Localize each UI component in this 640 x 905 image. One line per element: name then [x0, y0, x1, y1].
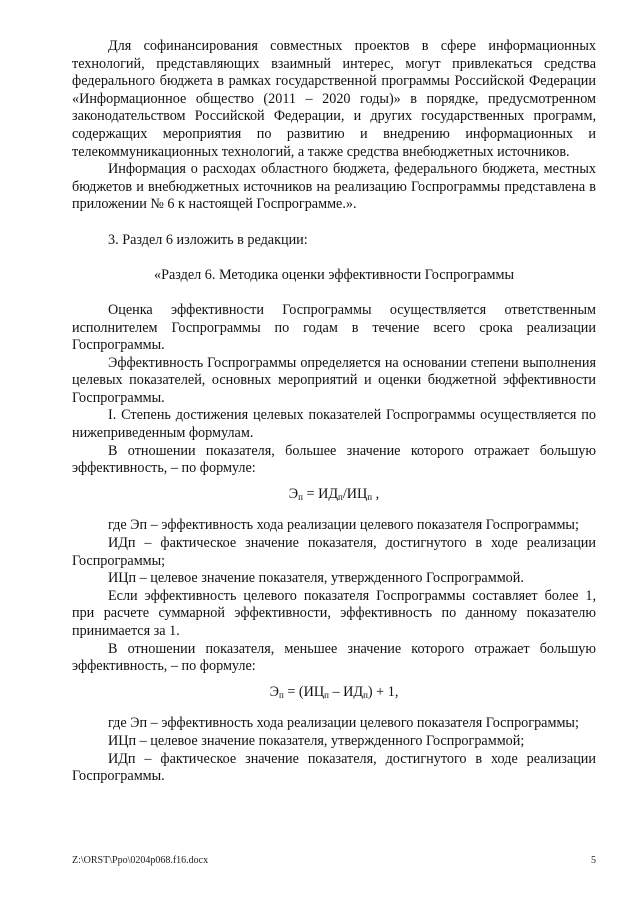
page-footer — [72, 855, 596, 866]
paragraph-where-2: где Эп – эффективность хода реализации целевого показателя Госпрограммы; — [108, 715, 579, 732]
page-number: 5 — [591, 855, 596, 866]
paragraph-degree: I. Степень достижения целевых показателей Госпрограммы осуществляется по нижеприведенным формулам. — [72, 407, 596, 442]
section-heading: «Раздел 6. Методика оценки эффективности Госпрограммы — [154, 266, 514, 283]
paragraph-expenses-info: Информация о расходах областного бюджета, федерального бюджета, местных бюджетов и внебюджетных источников на реализацию Госпрограммы представлена в приложении № 6 к настоящей Госпрограмме.». — [72, 161, 596, 213]
paragraph-effectiveness: Эффективность Госпрограммы определяется на основании степени выполнения целевых показателей, основных мероприятий и оценки бюджетной эффективности Госпрограммы. — [72, 354, 596, 406]
paragraph-larger-better: В отношении показателя, большее значение которого отражает большую эффективность, – по формуле: — [72, 442, 596, 477]
paragraph-cofinancing: Для софинансирования совместных проектов в сфере информационных технологий, представляющих взаимный интерес, могут привлекаться средства федерального бюджета в рамках государственной программы Российской Федерации «Информационное общество (2011 – 2020 годы)» в порядке, предусмотренном законодательством Российской Федерации, и других государственных программ, содержащих мероприятия по развитию и внедрению информационных и телекоммуникационных технологий, а также средства внебюджетных источников. — [72, 38, 596, 160]
paragraph-evaluation: Оценка эффективности Госпрограммы осуществляется ответственным исполнителем Госпрограммы по годам в течение всего срока реализации Госпрограммы. — [72, 301, 596, 354]
paragraph-ic-1: ИЦп – целевое значение показателя, утвержденного Госпрограммой. — [108, 570, 524, 587]
paragraph-more-than-one: Если эффективность целевого показателя Госпрограммы составляет более 1, при расчете суммарной эффективности, эффективность по данному показателю принимается за 1. — [72, 587, 596, 639]
formula-1: $Э_п = ИД_п/ИЦ_п$ , — [288, 485, 380, 502]
paragraph-id-1: ИДп – фактическое значение показателя, достигнутого в ходе реализации Госпрограммы; — [72, 535, 596, 569]
paragraph-smaller-better: В отношении показателя, меньшее значение которого отражает большую эффективность, – по формуле: — [72, 640, 596, 675]
document-page — [72, 38, 596, 786]
formula-2: $Э_п = (ИЦ_п - ИД_п) + 1$, — [269, 683, 399, 700]
paragraph-ic-2: ИЦп – целевое значение показателя, утвержденного Госпрограммой; — [108, 732, 525, 749]
paragraph-id-2: ИДп – фактическое значение показателя, достигнутого в ходе реализации Госпрограммы. — [72, 750, 596, 785]
file-path: Z:\ORST\Ppo\0204p068.f16.docx — [72, 855, 209, 866]
paragraph-section-6-amendment: 3. Раздел 6 изложить в редакции: — [108, 231, 308, 248]
paragraph-where-1: где Эп – эффективность хода реализации целевого показателя Госпрограммы; — [108, 517, 579, 534]
